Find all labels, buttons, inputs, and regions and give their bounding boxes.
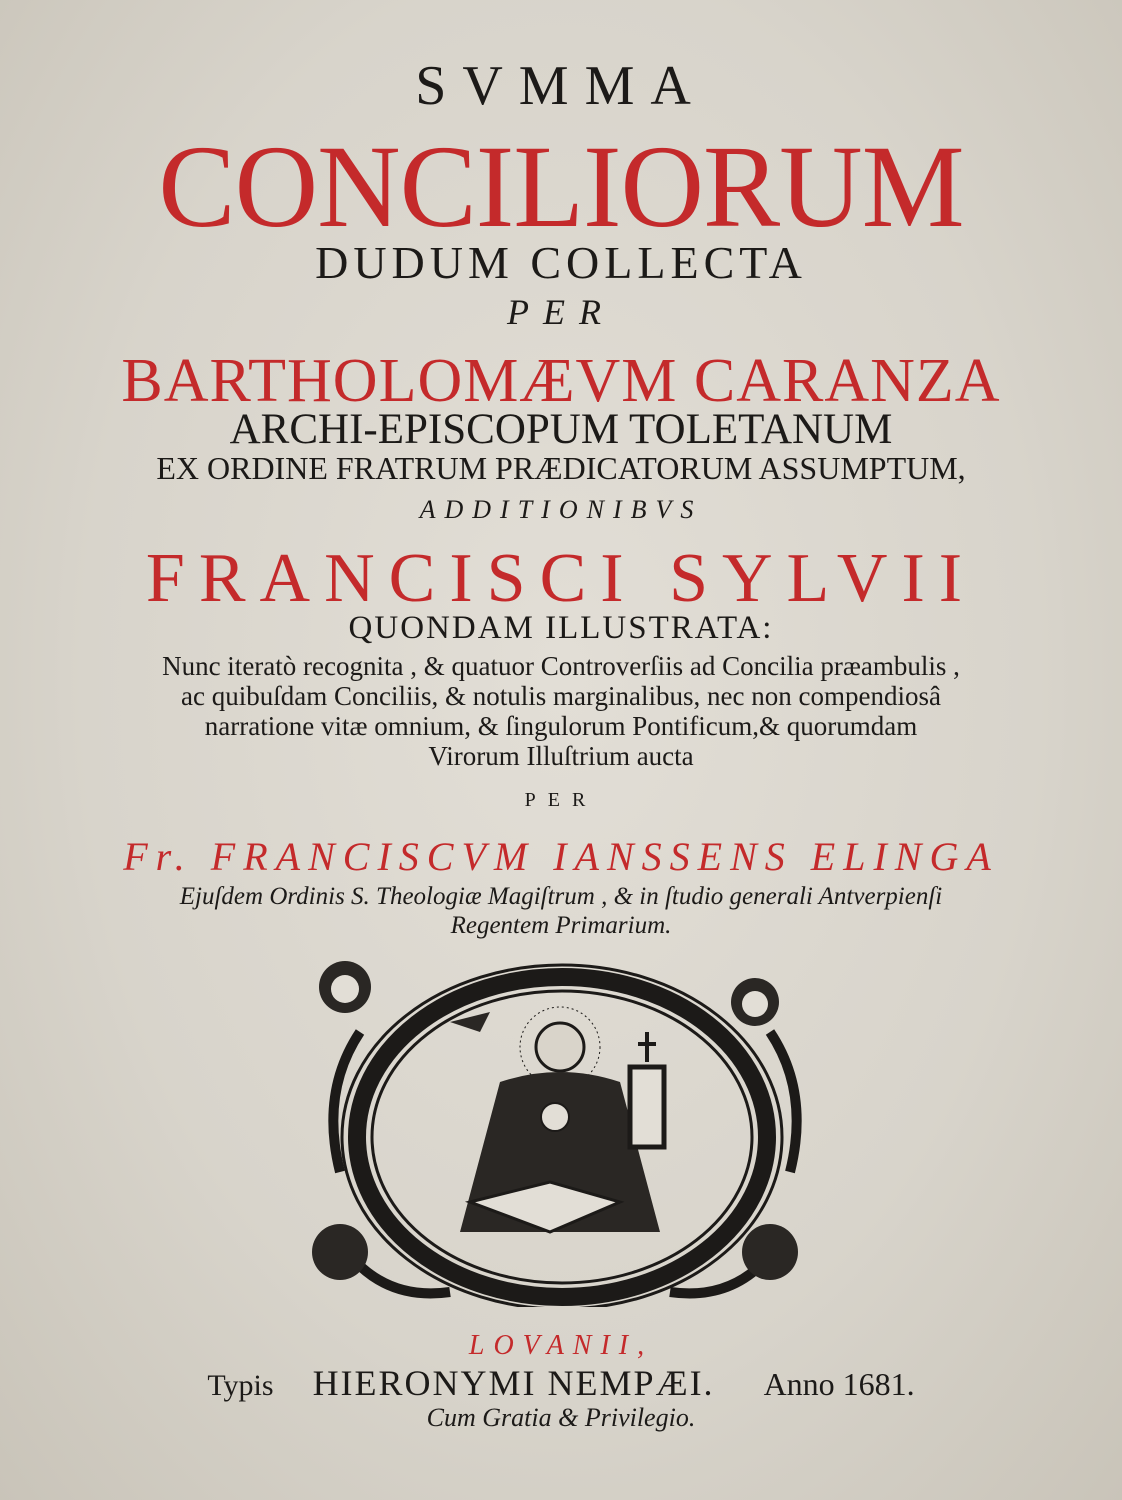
- quondam-line: QUONDAM ILLUSTRATA:: [348, 610, 774, 646]
- editor-name: Fr. FRANCISCVM IANSSENS ELINGA: [123, 834, 999, 879]
- editor-description-2: Regentem Primarium.: [450, 912, 672, 939]
- privilege-line: Cum Gratia & Privilegio.: [426, 1403, 696, 1432]
- additionibus-line: ADDITIONIBVS: [419, 495, 703, 524]
- author-title: ARCHI-EPISCOPUM TOLETANUM: [229, 406, 893, 453]
- imprint-line: [0, 1365, 1122, 1401]
- woodcut-illustration: [300, 952, 820, 1307]
- editor-description: Ejuſdem Ordinis S. Theologiæ Magiſtrum , & in ſtudio generali Antverpienſi: [179, 883, 943, 910]
- title-svmma: SVMMA: [415, 55, 707, 117]
- contributor-name: FRANCISCI SYLVII: [145, 540, 977, 617]
- typis-label: Typis: [207, 1369, 274, 1402]
- publication-year: Anno 1681.: [763, 1366, 915, 1402]
- title-dudum-collecta: DUDUM COLLECTA: [315, 237, 807, 288]
- body-line: ac quibuſdam Conciliis, & notulis marginalibus, nec non compendiosâ: [181, 681, 941, 711]
- body-line: Virorum Illuſtrium aucta: [428, 741, 694, 771]
- per-line-2: PER: [524, 789, 598, 811]
- body-line: Nunc iteratò recognita , & quatuor Controverſiis ad Concilia præambulis ,: [162, 651, 960, 681]
- body-line: narratione vitæ omnium, & ſingulorum Pontificum,& quorumdam: [204, 711, 918, 741]
- author-order: EX ORDINE FRATRUM PRÆDICATORUM ASSUMPTUM,: [156, 450, 966, 486]
- title-conciliorum: CONCILIORUM: [158, 121, 964, 252]
- saint-figure: [450, 1007, 664, 1232]
- place-of-publication: LOVANII,: [468, 1330, 654, 1361]
- printer-name: HIERONYMI NEMPÆI.: [312, 1363, 715, 1403]
- author-name: BARTHOLOMÆVM CARANZA: [121, 347, 1001, 415]
- per-line: PER: [507, 292, 615, 332]
